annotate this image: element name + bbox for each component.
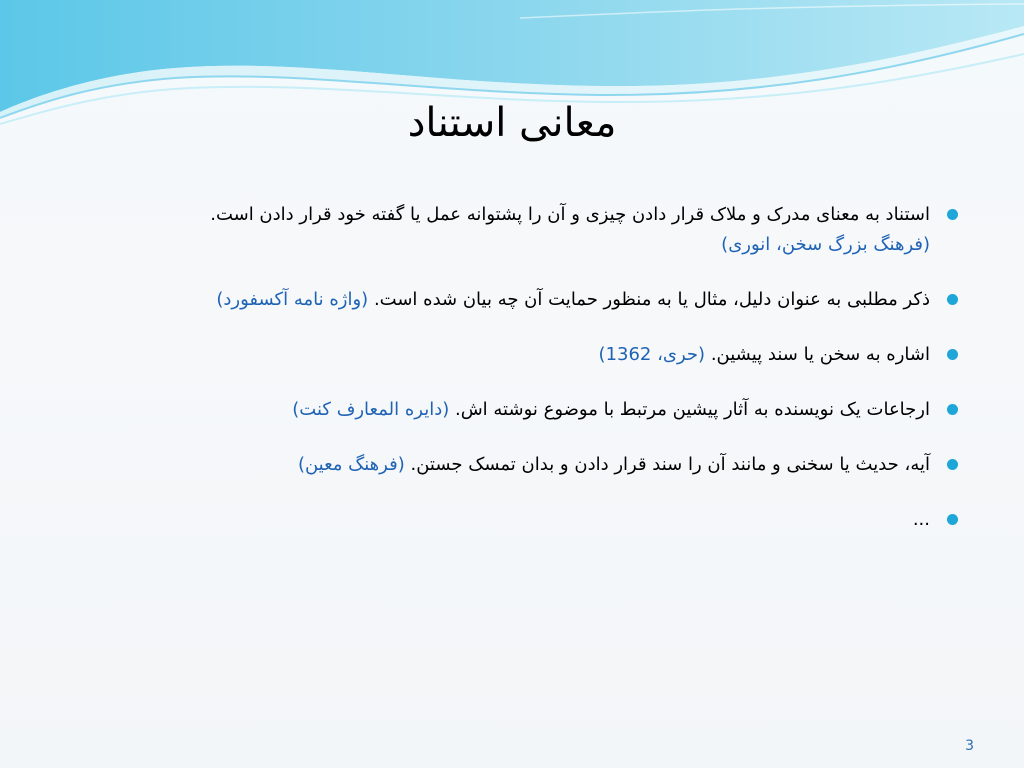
bullet-item-6: [85, 505, 960, 535]
bullet-text: ارجاعات یک نویسنده به آثار پیشین مرتبط با موضوع نوشته اش.: [454, 399, 930, 420]
bullet-reference: (واژه نامه آکسفورد): [216, 289, 369, 310]
bullet-reference: (دایره المعارف کنت): [292, 399, 450, 420]
bullet-text: آیه، حدیث یا سخنی و مانند آن را سند قرار دادن و بدان تمسک جستن.: [410, 454, 930, 475]
bullet-dot-icon: [947, 209, 958, 220]
bullet-dot-icon: [947, 294, 958, 305]
bullet-item-2: [85, 285, 960, 315]
bullet-list: [85, 200, 960, 560]
bullet-dot-icon: [947, 349, 958, 360]
bullet-dot-icon: [947, 404, 958, 415]
bullet-dot-icon: [947, 514, 958, 525]
bullet-item-1: [85, 200, 960, 260]
bullet-dot-icon: [947, 459, 958, 470]
page-number: 3: [965, 738, 974, 754]
bullet-reference: (فرهنگ بزرگ سخن، انوری): [721, 234, 930, 255]
bullet-text: ...: [912, 509, 930, 530]
bullet-item-5: [85, 450, 960, 480]
wave-main: [0, 0, 1024, 112]
bullet-reference: (حری، 1362): [598, 344, 706, 365]
bullet-item-3: [85, 340, 960, 370]
bullet-text: استناد به معنای مدرک و ملاک قرار دادن چیزی و آن را پشتوانه عمل یا گفته خود قرار دادن است.: [210, 204, 930, 225]
bullet-text: اشاره به سخن یا سند پیشین.: [710, 344, 930, 365]
slide-title: معانی استناد: [407, 100, 617, 146]
bullet-item-4: [85, 395, 960, 425]
bullet-text: ذکر مطلبی به عنوان دلیل، مثال یا به منظور حمایت آن چه بیان شده است.: [373, 289, 930, 310]
bullet-reference: (فرهنگ معین): [297, 454, 405, 475]
